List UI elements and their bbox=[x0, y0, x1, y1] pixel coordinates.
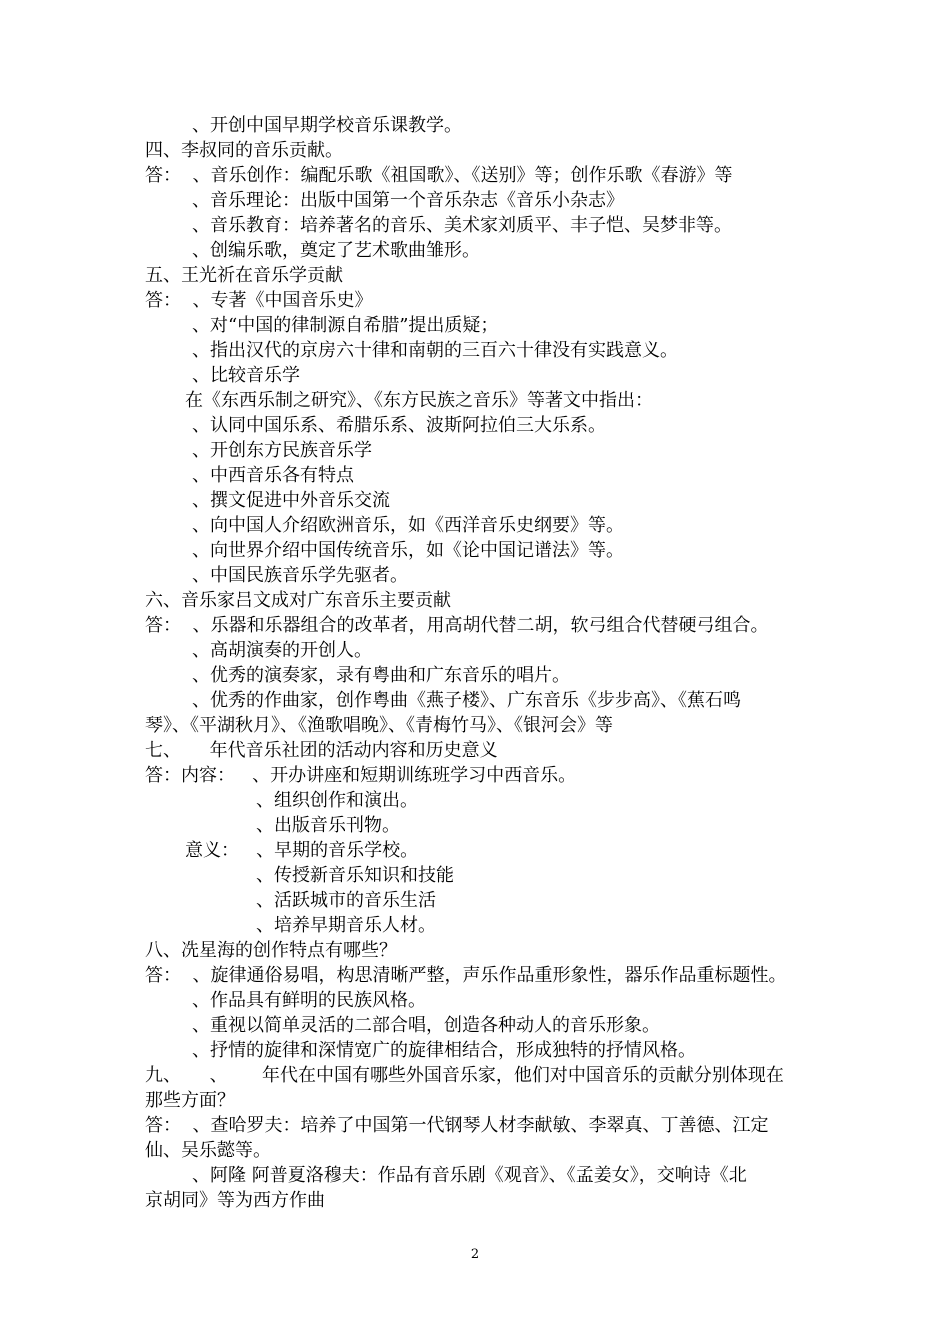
text-line: 、音乐理论：出版中国第一个音乐杂志《音乐小杂志》 bbox=[192, 190, 624, 211]
text-line: 、作品具有鲜明的民族风格。 bbox=[192, 990, 426, 1011]
text-line: 琴》、《平湖秋月》、《渔歌唱晚》、《青梅竹马》、《银河会》等 bbox=[145, 715, 613, 736]
text-line: 、比较音乐学 bbox=[192, 365, 300, 386]
text-line: 、培养早期音乐人材。 bbox=[256, 915, 436, 936]
text-line: 、对“中国的律制源自希腊”提出质疑； bbox=[192, 315, 499, 336]
text-line: 京胡同》等为西方作曲 bbox=[145, 1190, 325, 1211]
text-line: 答： 、查哈罗夫：培养了中国第一代钢琴人材李献敏、李翠真、丁善德、江定 bbox=[145, 1115, 769, 1136]
text-line: 、高胡演奏的开创人。 bbox=[192, 640, 372, 661]
text-line: 答： 、音乐创作：编配乐歌《祖国歌》、《送别》等；创作乐歌《春游》等 bbox=[145, 165, 733, 186]
text-line: 在《东西乐制之研究》、《东方民族之音乐》等著文中指出： bbox=[185, 390, 653, 411]
text-line: 答：内容： 、开办讲座和短期训练班学习中西音乐。 bbox=[145, 765, 577, 786]
text-line: 、开创中国早期学校音乐课教学。 bbox=[192, 115, 462, 136]
text-line: 、组织创作和演出。 bbox=[256, 790, 418, 811]
text-line: 、活跃城市的音乐生活 bbox=[256, 890, 436, 911]
text-line: 、优秀的作曲家，创作粤曲《燕子楼》、广东音乐《步步高》、《蕉石鸣 bbox=[192, 690, 741, 711]
text-line: 、中国民族音乐学先驱者。 bbox=[192, 565, 408, 586]
text-line: 、撰文促进中外音乐交流 bbox=[192, 490, 390, 511]
text-line: 、抒情的旋律和深情宽广的旋律相结合，形成独特的抒情风格。 bbox=[192, 1040, 696, 1061]
text-line: 、优秀的演奏家，录有粤曲和广东音乐的唱片。 bbox=[192, 665, 570, 686]
section-heading: 八、冼星海的创作特点有哪些？ bbox=[145, 940, 397, 961]
page-number: 2 bbox=[470, 1247, 480, 1262]
section-heading: 四、李叔同的音乐贡献。 bbox=[145, 140, 343, 161]
text-line: 、阿隆 阿普夏洛穆夫：作品有音乐剧《观音》、《孟姜女》，交响诗《北 bbox=[192, 1165, 747, 1186]
section-heading: 那些方面？ bbox=[145, 1090, 235, 1111]
text-line: 、指出汉代的京房六十律和南朝的三百六十律没有实践意义。 bbox=[192, 340, 678, 361]
text-line: 、向中国人介绍欧洲音乐，如《西洋音乐史纲要》等。 bbox=[192, 515, 624, 536]
section-heading: 五、王光祈在音乐学贡献 bbox=[145, 265, 343, 286]
text-line: 、出版音乐刊物。 bbox=[256, 815, 400, 836]
text-line: 、重视以简单灵活的二部合唱，创造各种动人的音乐形象。 bbox=[192, 1015, 660, 1036]
text-line: 、开创东方民族音乐学 bbox=[192, 440, 372, 461]
text-line: 答： 、旋律通俗易唱，构思清晰严整，声乐作品重形象性，器乐作品重标题性。 bbox=[145, 965, 787, 986]
text-line: 、认同中国乐系、希腊乐系、波斯阿拉伯三大乐系。 bbox=[192, 415, 606, 436]
section-heading: 九、 、 年代在中国有哪些外国音乐家，他们对中国音乐的贡献分别体现在 bbox=[145, 1065, 784, 1086]
text-line: 、传授新音乐知识和技能 bbox=[256, 865, 454, 886]
text-line: 、音乐教育：培养著名的音乐、美术家刘质平、丰子恺、吴梦非等。 bbox=[192, 215, 732, 236]
text-line: 、向世界介绍中国传统音乐，如《论中国记谱法》等。 bbox=[192, 540, 624, 561]
section-heading: 七、 年代音乐社团的活动内容和历史意义 bbox=[145, 740, 498, 761]
section-heading: 六、音乐家吕文成对广东音乐主要贡献 bbox=[145, 590, 451, 611]
text-line: 、中西音乐各有特点 bbox=[192, 465, 354, 486]
text-line: 仙、吴乐懿等。 bbox=[145, 1140, 271, 1161]
text-line: 答： 、乐器和乐器组合的改革者，用高胡代替二胡，软弓组合代替硬弓组合。 bbox=[145, 615, 769, 636]
text-line: 意义： 、早期的音乐学校。 bbox=[185, 840, 419, 861]
text-line: 、创编乐歌，奠定了艺术歌曲雏形。 bbox=[192, 240, 480, 261]
text-line: 答： 、专著《中国音乐史》 bbox=[145, 290, 373, 311]
